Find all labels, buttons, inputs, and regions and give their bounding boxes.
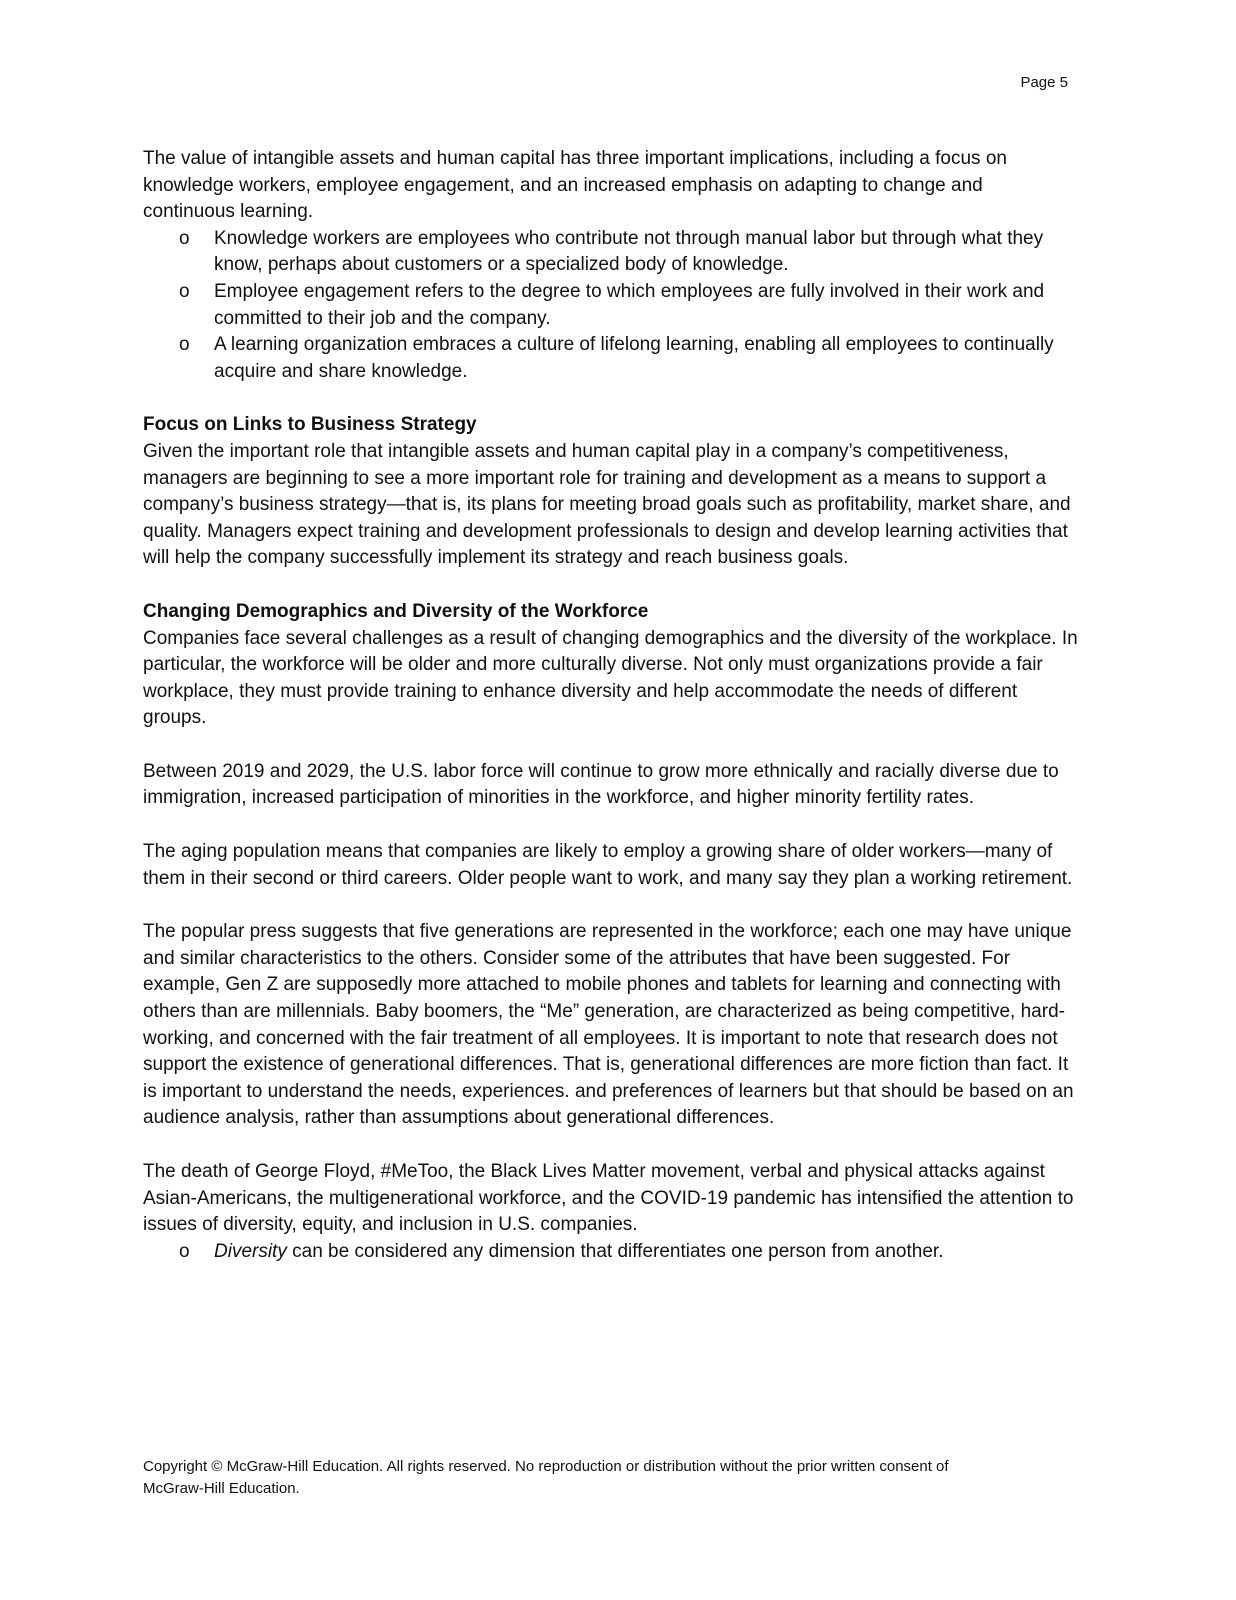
footer-line: Copyright © McGraw-Hill Education. All rights reserved. No reproduction or distribution without the prior written consent of (143, 1458, 949, 1475)
list-item (143, 1239, 1078, 1266)
section-heading-strategy: Focus on Links to Business Strategy (143, 414, 477, 436)
page-body (143, 146, 1078, 1265)
section-heading-demographics: Changing Demographics and Diversity of the Workforce (143, 600, 649, 622)
copyright-footer (143, 1456, 1063, 1500)
page-number: Page 5 (1020, 74, 1068, 91)
intro-paragraph: The value of intangible assets and human capital has three important implications, including a focus on knowledge workers, employee engagement, and an increased emphasis on adapting to change and continuous learning. (143, 148, 1007, 223)
bullet-marker: o (179, 280, 190, 302)
demographics-paragraph: The death of George Floyd, #MeToo, the Black Lives Matter movement, verbal and physical attacks against Asian-Americans, the multigenerational workforce, and the COVID-19 pandemic has intensified the attention to issues of diversity, equity, and inclusion in U.S. companies. (143, 1161, 1074, 1236)
demographics-paragraph: Companies face several challenges as a result of changing demographics and the diversity of the workplace. In particular, the workforce will be older and more culturally diverse. Not only must organizations provide a fair workplace, they must provide training to enhance diversity and help accommodate the needs of different groups. (143, 627, 1078, 729)
bullet-text: A learning organization embraces a culture of lifelong learning, enabling all employees to continually acquire and share knowledge. (214, 334, 1054, 382)
bullet-marker: o (179, 227, 190, 249)
diversity-term: Diversity (214, 1240, 287, 1262)
demographics-paragraph: Between 2019 and 2029, the U.S. labor force will continue to grow more ethnically and racially diverse due to immigration, increased participation of minorities in the workforce, and higher minority fertility rates. (143, 760, 1059, 809)
diversity-bullet-list (143, 1239, 1078, 1266)
list-item (143, 332, 1078, 385)
demographics-paragraph: The aging population means that companies are likely to employ a growing share of older workers—many of them in their second or third careers. Older people want to work, and many say they plan a working retirement. (143, 841, 1073, 889)
bullet-text: Knowledge workers are employees who contribute not through manual labor but through what they know, perhaps about customers or a specialized body of knowledge. (214, 227, 1044, 276)
strategy-paragraph: Given the important role that intangible assets and human capital play in a company’s competitiveness, managers are beginning to see a more important role for training and development as a means to support a company’s business strategy—that is, its plans for meeting broad goals such as profitability, market share, and quality. Managers expect training and development professionals to design and develop learning activities that will help the company successfully implement its strategy and reach business goals. (143, 440, 1071, 569)
intro-bullet-list (143, 226, 1078, 386)
bullet-text: can be considered any dimension that differentiates one person from another. (286, 1240, 944, 1262)
bullet-marker: o (179, 334, 190, 356)
bullet-text: Employee engagement refers to the degree to which employees are fully involved in their work and committed to their job and the company. (214, 280, 1045, 329)
footer-line: McGraw-Hill Education. (143, 1480, 300, 1497)
bullet-marker: o (179, 1240, 190, 1262)
demographics-paragraph: The popular press suggests that five generations are represented in the workforce; each one may have unique and similar characteristics to the others. Consider some of the attributes that have been suggested. For example, Gen Z are supposedly more attached to mobile phones and tablets for learning and connecting with others than are millennials. Baby boomers, the “Me” generation, are characterized as being competitive, hard-working, and concerned with the fair treatment of all employees. It is important to note that research does not support the existence of generational differences. That is, generational differences are more fiction than fact. It is important to understand the needs, experiences. and preferences of learners but that should be based on an audience analysis, rather than assumptions about generational differences. (143, 921, 1074, 1129)
list-item (143, 226, 1078, 279)
list-item (143, 279, 1078, 332)
